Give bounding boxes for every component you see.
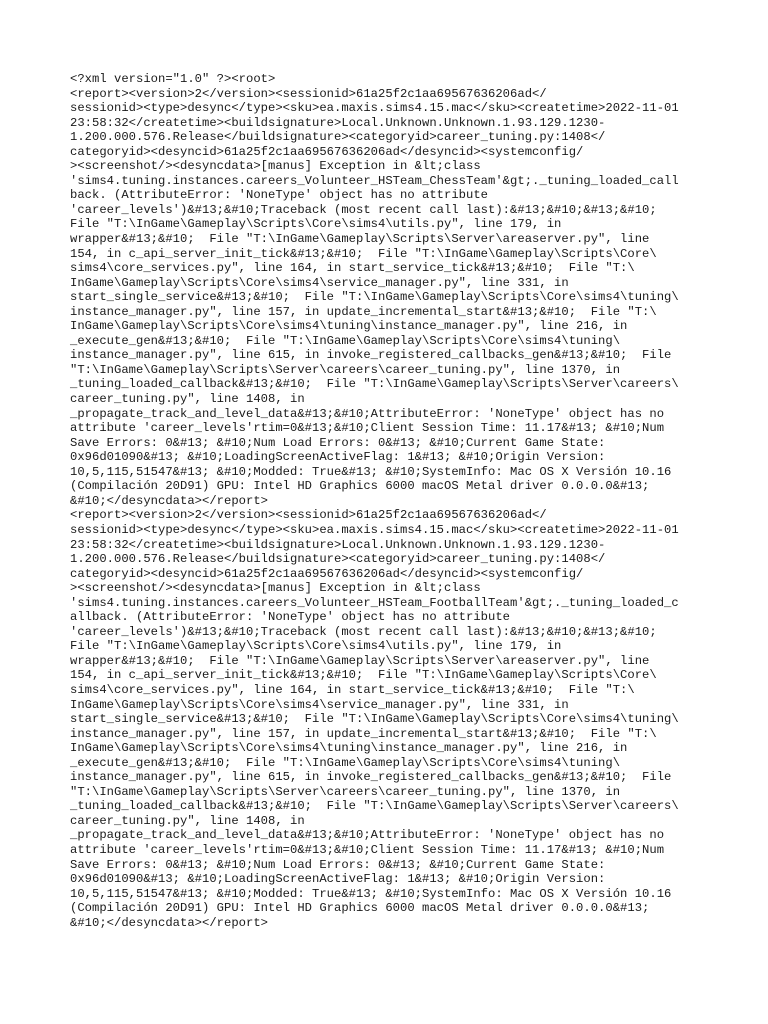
document-line: 'career_levels')&#13;&#10;Traceback (most recent call last):&#13;&#10;&#13;&#10; [70, 202, 657, 217]
document-line: start_single_service&#13;&#10; File "T:\InGame\Gameplay\Scripts\Core\sims4\tuning\ [70, 290, 679, 305]
document-line: wrapper&#13;&#10; File "T:\InGame\Gameplay\Scripts\Server\areaserver.py", line [70, 653, 650, 668]
document-line: _execute_gen&#13;&#10; File "T:\InGame\Gameplay\Scripts\Core\sims4\tuning\ [70, 755, 621, 770]
document-line: start_single_service&#13;&#10; File "T:\InGame\Gameplay\Scripts\Core\sims4\tuning\ [70, 712, 679, 727]
document-line: Save Errors: 0&#13; &#10;Num Load Errors: 0&#13; &#10;Current Game State: [70, 857, 606, 872]
document-line: _tuning_loaded_callback&#13;&#10; File "T:\InGame\Gameplay\Scripts\Server\careers\ [70, 799, 679, 814]
document-line: (Compilación 20D91) GPU: Intel HD Graphics 6000 macOS Metal driver 0.0.0.0&#13; [70, 901, 650, 916]
document-line: &#10;</desyncdata></report> [70, 493, 269, 508]
document-line: 154, in c_api_server_init_tick&#13;&#10; File "T:\InGame\Gameplay\Scripts\Core\ [70, 246, 657, 261]
document-line: ><screenshot/><desyncdata>[manus] Exception in &lt;class [70, 159, 481, 174]
document-line: 23:58:32</createtime><buildsignature>Local.Unknown.Unknown.1.93.129.1230- [70, 537, 606, 552]
document-line: allback. (AttributeError: 'NoneType' object has no attribute [70, 610, 511, 625]
document-line: 10,5,115,51547&#13; &#10;Modded: True&#13; &#10;SystemInfo: Mac OS X Versión 10.16 [70, 464, 672, 479]
document-line: 0x96d01090&#13; &#10;LoadingScreenActiveFlag: 1&#13; &#10;Origin Version: [70, 872, 606, 887]
document-line: wrapper&#13;&#10; File "T:\InGame\Gameplay\Scripts\Server\areaserver.py", line [70, 232, 650, 247]
document-line: 154, in c_api_server_init_tick&#13;&#10; File "T:\InGame\Gameplay\Scripts\Core\ [70, 668, 657, 683]
document-line: sims4\core_services.py", line 164, in start_service_tick&#13;&#10; File "T:\ [70, 682, 635, 697]
document-line: categoryid><desyncid>61a25f2c1aa69567636206ad</desyncid><systemconfig/ [70, 144, 584, 159]
document-line: instance_manager.py", line 157, in update_incremental_start&#13;&#10; File "T:\ [70, 304, 657, 319]
document-line: InGame\Gameplay\Scripts\Core\sims4\tuning\instance_manager.py", line 216, in [70, 319, 628, 334]
document-line: ><screenshot/><desyncdata>[manus] Exception in &lt;class [70, 581, 481, 596]
document-line: 'career_levels')&#13;&#10;Traceback (most recent call last):&#13;&#10;&#13;&#10; [70, 624, 657, 639]
document-line: sims4\core_services.py", line 164, in start_service_tick&#13;&#10; File "T:\ [70, 261, 635, 276]
document-line: &#10;</desyncdata></report> [70, 915, 269, 930]
document-line: <report><version>2</version><sessionid>61a25f2c1aa69567636206ad</ [70, 86, 547, 101]
document-line: _propagate_track_and_level_data&#13;&#10;AttributeError: 'NoneType' object has no [70, 406, 665, 421]
document-line: InGame\Gameplay\Scripts\Core\sims4\service_manager.py", line 331, in [70, 275, 569, 290]
document-line: 'sims4.tuning.instances.careers_Volunteer_HSTeam_ChessTeam'&gt;._tuning_loaded_call [70, 173, 679, 188]
document-line: File "T:\InGame\Gameplay\Scripts\Core\sims4\utils.py", line 179, in [70, 639, 562, 654]
document-line: 0x96d01090&#13; &#10;LoadingScreenActiveFlag: 1&#13; &#10;Origin Version: [70, 450, 606, 465]
document-line: Save Errors: 0&#13; &#10;Num Load Errors: 0&#13; &#10;Current Game State: [70, 435, 606, 450]
document-line: attribute 'career_levels'rtim=0&#13;&#10;Client Session Time: 11.17&#13; &#10;Num [70, 421, 665, 436]
document-line: "T:\InGame\Gameplay\Scripts\Server\careers\career_tuning.py", line 1370, in [70, 784, 621, 799]
document-line: instance_manager.py", line 615, in invoke_registered_callbacks_gen&#13;&#10; File [70, 348, 672, 363]
document-line: (Compilación 20D91) GPU: Intel HD Graphics 6000 macOS Metal driver 0.0.0.0&#13; [70, 479, 650, 494]
document-line: InGame\Gameplay\Scripts\Core\sims4\tuning\instance_manager.py", line 216, in [70, 741, 628, 756]
document-line: sessionid><type>desync</type><sku>ea.maxis.sims4.15.mac</sku><createtime>2022-11-01 [70, 522, 679, 537]
document-line: File "T:\InGame\Gameplay\Scripts\Core\sims4\utils.py", line 179, in [70, 217, 562, 232]
document-line: 'sims4.tuning.instances.careers_Volunteer_HSTeam_FootballTeam'&gt;._tuning_loaded_c [70, 595, 679, 610]
document-line: categoryid><desyncid>61a25f2c1aa69567636206ad</desyncid><systemconfig/ [70, 566, 584, 581]
document-line: _tuning_loaded_callback&#13;&#10; File "T:\InGame\Gameplay\Scripts\Server\careers\ [70, 377, 679, 392]
document-line: 1.200.000.576.Release</buildsignature><categoryid>career_tuning.py:1408</ [70, 130, 606, 145]
xml-log-document [70, 72, 710, 930]
document-line: career_tuning.py", line 1408, in [70, 392, 305, 407]
document-line: <?xml version="1.0" ?><root> [70, 72, 276, 86]
document-line: InGame\Gameplay\Scripts\Core\sims4\service_manager.py", line 331, in [70, 697, 569, 712]
document-line: back. (AttributeError: 'NoneType' object has no attribute [70, 188, 489, 203]
document-line: instance_manager.py", line 157, in update_incremental_start&#13;&#10; File "T:\ [70, 726, 657, 741]
document-line: 1.200.000.576.Release</buildsignature><categoryid>career_tuning.py:1408</ [70, 552, 606, 567]
document-line: 23:58:32</createtime><buildsignature>Local.Unknown.Unknown.1.93.129.1230- [70, 115, 606, 130]
document-line: 10,5,115,51547&#13; &#10;Modded: True&#13; &#10;SystemInfo: Mac OS X Versión 10.16 [70, 886, 672, 901]
document-line: "T:\InGame\Gameplay\Scripts\Server\careers\career_tuning.py", line 1370, in [70, 362, 621, 377]
document-line: instance_manager.py", line 615, in invoke_registered_callbacks_gen&#13;&#10; File [70, 770, 672, 785]
document-line: career_tuning.py", line 1408, in [70, 813, 305, 828]
document-line: _execute_gen&#13;&#10; File "T:\InGame\Gameplay\Scripts\Core\sims4\tuning\ [70, 333, 621, 348]
document-line: sessionid><type>desync</type><sku>ea.maxis.sims4.15.mac</sku><createtime>2022-11-01 [70, 101, 679, 116]
document-line: <report><version>2</version><sessionid>61a25f2c1aa69567636206ad</ [70, 508, 547, 523]
document-line: _propagate_track_and_level_data&#13;&#10;AttributeError: 'NoneType' object has no [70, 828, 665, 843]
document-line: attribute 'career_levels'rtim=0&#13;&#10;Client Session Time: 11.17&#13; &#10;Num [70, 842, 665, 857]
